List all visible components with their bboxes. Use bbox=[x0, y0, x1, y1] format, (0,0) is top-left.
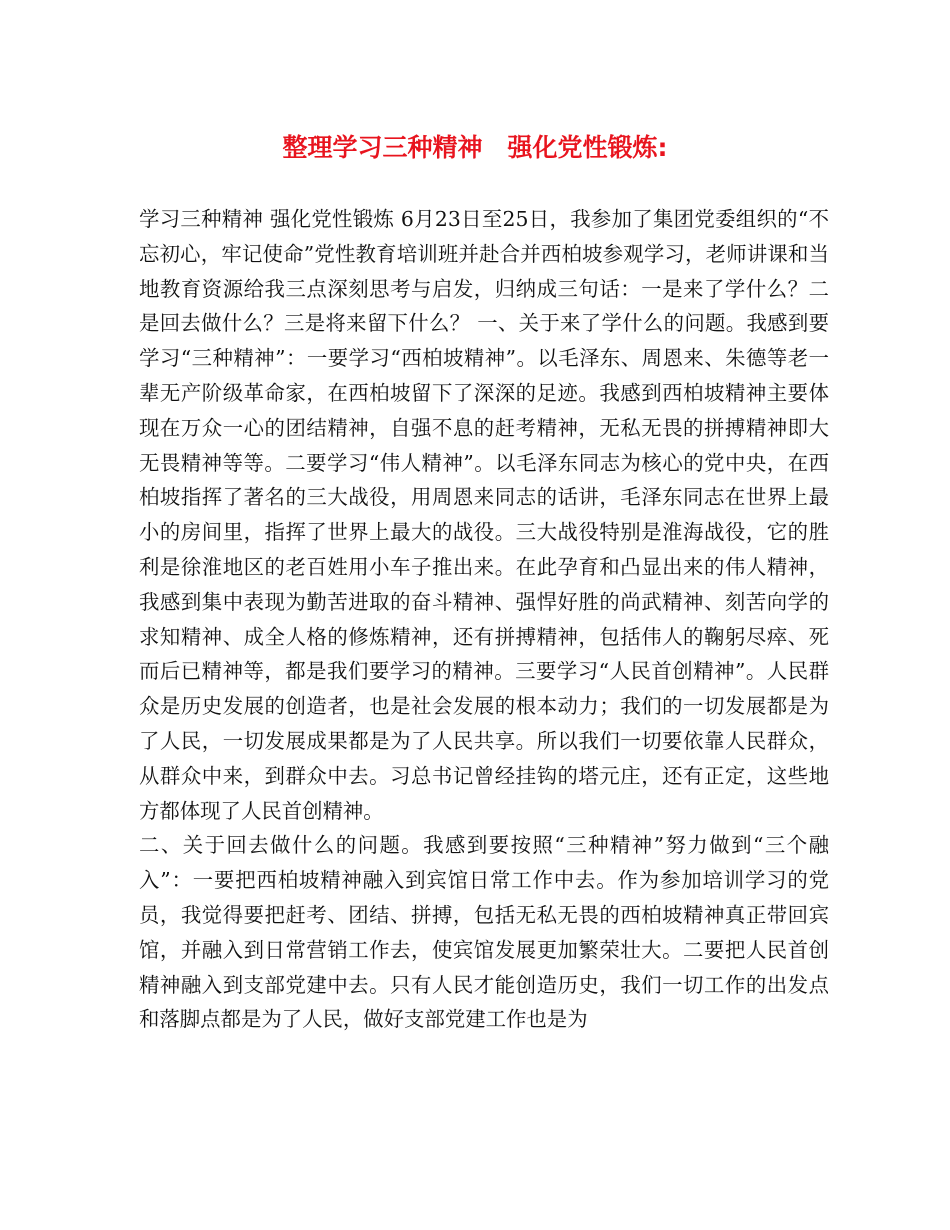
document-title: 整理学习三种精神 强化党性锻炼: bbox=[282, 133, 668, 162]
document-body bbox=[139, 202, 829, 1037]
body-paragraph-1: 学习三种精神 强化党性锻炼 6月23日至25日，我参加了集团党委组织的“不忘初心，牢记使命”党性教育培训班并赴合并西柏坡参观学习，老师讲课和当地教育资源给我三点深刻思考与启发，归纳成三句话：一是来了学什么？二是回去做什么？三是将来留下什么？ 一、关于来了学什么的问题。我感到要学习“三种精神”：一要学习“西柏坡精神”。以毛泽东、周恩来、朱德等老一辈无产阶级革命家，在西柏坡留下了深深的足迹。我感到西柏坡精神主要体现在万众一心的团结精神，自强不息的赶考精神，无私无畏的拼搏精神即大无畏精神等等。二要学习“伟人精神”。以毛泽东同志为核心的党中央，在西柏坡指挥了著名的三大战役，用周恩来同志的话讲，毛泽东同志在世界上最小的房间里，指挥了世界上最大的战役。三大战役特别是淮海战役，它的胜利是徐淮地区的老百姓用小车子推出来。在此孕育和凸显出来的伟人精神，我感到集中表现为勤苦进取的奋斗精神、强悍好胜的尚武精神、刻苦向学的求知精神、成全人格的修炼精神，还有拼搏精神，包括伟人的鞠躬尽瘁、死而后已精神等，都是我们要学习的精神。三要学习“人民首创精神”。人民群众是历史发展的创造者，也是社会发展的根本动力；我们的一切发展都是为了人民，一切发展成果都是为了人民共享。所以我们一切要依靠人民群众，从群众中来，到群众中去。习总书记曾经挂钩的塔元庄，还有正定，这些地方都体现了人民首创精神。 bbox=[139, 207, 829, 823]
body-paragraph-2: 二、关于回去做什么的问题。我感到要按照“三种精神”努力做到“三个融入”：一要把西柏坡精神融入到宾馆日常工作中去。作为参加培训学习的党员，我觉得要把赶考、团结、拼搏，包括无私无畏的西柏坡精神真正带回宾馆，并融入到日常营销工作去，使宾馆发展更加繁荣壮大。二要把人民首创精神融入到支部党建中去。只有人民才能创造历史，我们一切工作的出发点和落脚点都是为了人民，做好支部党建工作也是为 bbox=[139, 833, 829, 1032]
